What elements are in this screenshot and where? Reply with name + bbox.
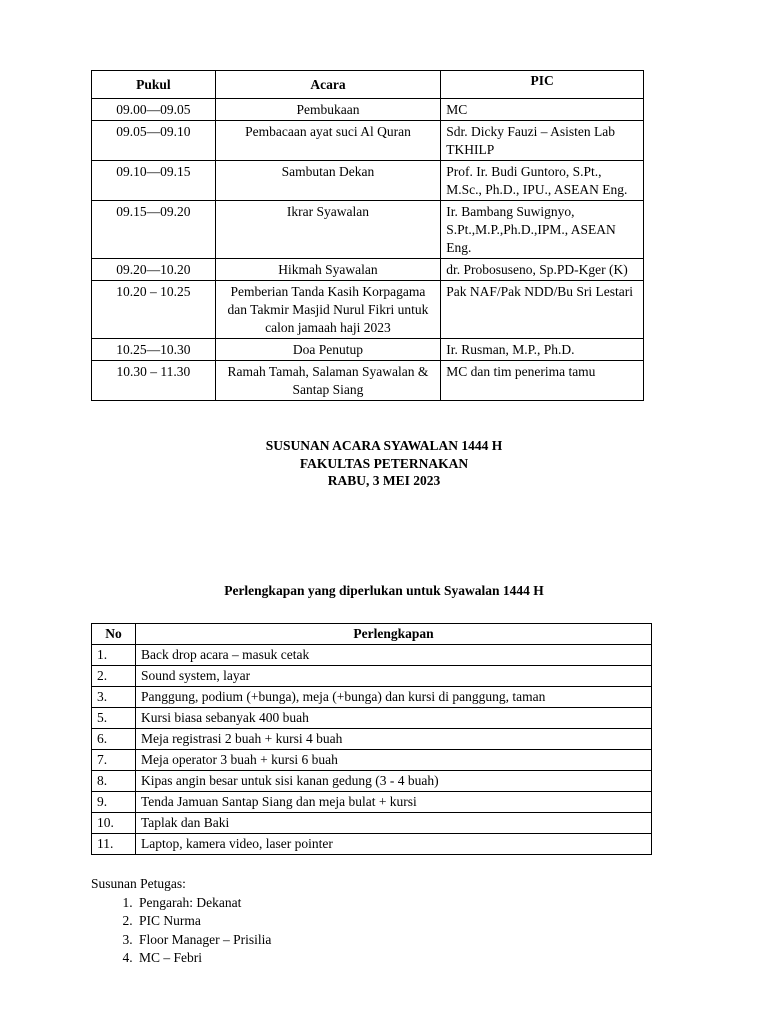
schedule-row <box>92 361 644 401</box>
schedule-pic: dr. Probosuseno, Sp.PD-Kger (K) <box>441 259 644 281</box>
schedule-header-event: Acara <box>215 71 440 99</box>
schedule-row <box>92 99 644 121</box>
equipment-row <box>92 687 652 708</box>
schedule-row <box>92 201 644 259</box>
equipment-title: Perlengkapan yang diperlukan untuk Syawalan 1444 H <box>224 583 544 598</box>
schedule-row <box>92 339 644 361</box>
schedule-event: Ramah Tamah, Salaman Syawalan & Santap Siang <box>215 361 440 401</box>
equipment-row <box>92 750 652 771</box>
equipment-item: Back drop acara – masuk cetak <box>135 645 651 666</box>
equipment-item: Sound system, layar <box>135 666 651 687</box>
equipment-no: 9. <box>92 792 136 813</box>
equipment-no: 3. <box>92 687 136 708</box>
schedule-pic: Sdr. Dicky Fauzi – Asisten Lab TKHILP <box>441 121 644 161</box>
document-title <box>91 437 677 490</box>
schedule-time: 09.00—09.05 <box>92 99 216 121</box>
equipment-no: 8. <box>92 771 136 792</box>
equipment-row <box>92 708 652 729</box>
equipment-row <box>92 813 652 834</box>
schedule-time: 09.15—09.20 <box>92 201 216 259</box>
staff-section <box>91 875 271 968</box>
equipment-item: Kipas angin besar untuk sisi kanan gedung (3 - 4 buah) <box>135 771 651 792</box>
equipment-header-row <box>92 624 652 645</box>
schedule-header-row <box>92 71 644 99</box>
schedule-pic: Ir. Bambang Suwignyo, S.Pt.,M.P.,Ph.D.,IPM., ASEAN Eng. <box>441 201 644 259</box>
schedule-pic: MC <box>441 99 644 121</box>
schedule-time: 09.10—09.15 <box>92 161 216 201</box>
staff-list <box>91 894 271 968</box>
equipment-row <box>92 792 652 813</box>
schedule-time: 09.05—09.10 <box>92 121 216 161</box>
equipment-item: Tenda Jamuan Santap Siang dan meja bulat + kursi <box>135 792 651 813</box>
equipment-no: 6. <box>92 729 136 750</box>
equipment-item: Kursi biasa sebanyak 400 buah <box>135 708 651 729</box>
schedule-event: Ikrar Syawalan <box>215 201 440 259</box>
schedule-event: Pembukaan <box>215 99 440 121</box>
equipment-no: 1. <box>92 645 136 666</box>
schedule-row <box>92 281 644 339</box>
schedule-event: Pemberian Tanda Kasih Korpagama dan Takmir Masjid Nurul Fikri untuk calon jamaah haji 2023 <box>215 281 440 339</box>
schedule-time: 09.20—10.20 <box>92 259 216 281</box>
equipment-table <box>91 623 652 855</box>
schedule-pic: Pak NAF/Pak NDD/Bu Sri Lestari <box>441 281 644 339</box>
schedule-table <box>91 70 644 401</box>
equipment-no: 7. <box>92 750 136 771</box>
equipment-item: Meja operator 3 buah + kursi 6 buah <box>135 750 651 771</box>
staff-heading: Susunan Petugas: <box>91 876 186 891</box>
title-line-faculty: FAKULTAS PETERNAKAN <box>299 455 469 471</box>
equipment-item: Panggung, podium (+bunga), meja (+bunga) dan kursi di panggung, taman <box>135 687 651 708</box>
equipment-no: 11. <box>92 834 136 855</box>
title-line-date: RABU, 3 MEI 2023 <box>327 473 441 488</box>
schedule-event: Hikmah Syawalan <box>215 259 440 281</box>
equipment-no: 5. <box>92 708 136 729</box>
staff-item: 2. PIC Nurma <box>136 912 271 931</box>
staff-item: 4. MC – Febri <box>136 949 271 968</box>
schedule-pic: Ir. Rusman, M.P., Ph.D. <box>441 339 644 361</box>
schedule-time: 10.30 – 11.30 <box>92 361 216 401</box>
equipment-header-no: No <box>92 624 136 645</box>
schedule-pic: MC dan tim penerima tamu <box>441 361 644 401</box>
equipment-item: Meja registrasi 2 buah + kursi 4 buah <box>135 729 651 750</box>
equipment-item: Taplak dan Baki <box>135 813 651 834</box>
schedule-pic: Prof. Ir. Budi Guntoro, S.Pt., M.Sc., Ph.D., IPU., ASEAN Eng. <box>441 161 644 201</box>
staff-item: 3. Floor Manager – Prisilia <box>136 931 271 950</box>
schedule-row <box>92 161 644 201</box>
title-line-event: SUSUNAN ACARA SYAWALAN 1444 H <box>265 438 503 453</box>
schedule-time: 10.25—10.30 <box>92 339 216 361</box>
equipment-row <box>92 729 652 750</box>
equipment-header-item: Perlengkapan <box>135 624 651 645</box>
schedule-header-time: Pukul <box>92 71 216 99</box>
schedule-row <box>92 259 644 281</box>
schedule-event: Sambutan Dekan <box>215 161 440 201</box>
equipment-no: 2. <box>92 666 136 687</box>
equipment-item: Laptop, kamera video, laser pointer <box>135 834 651 855</box>
schedule-event: Doa Penutup <box>215 339 440 361</box>
staff-item: 1. Pengarah: Dekanat <box>136 894 271 913</box>
equipment-row <box>92 771 652 792</box>
equipment-row <box>92 834 652 855</box>
schedule-time: 10.20 – 10.25 <box>92 281 216 339</box>
schedule-header-pic: PIC <box>441 71 644 99</box>
equipment-row <box>92 645 652 666</box>
equipment-row <box>92 666 652 687</box>
schedule-row <box>92 121 644 161</box>
equipment-no: 10. <box>92 813 136 834</box>
schedule-event: Pembacaan ayat suci Al Quran <box>215 121 440 161</box>
